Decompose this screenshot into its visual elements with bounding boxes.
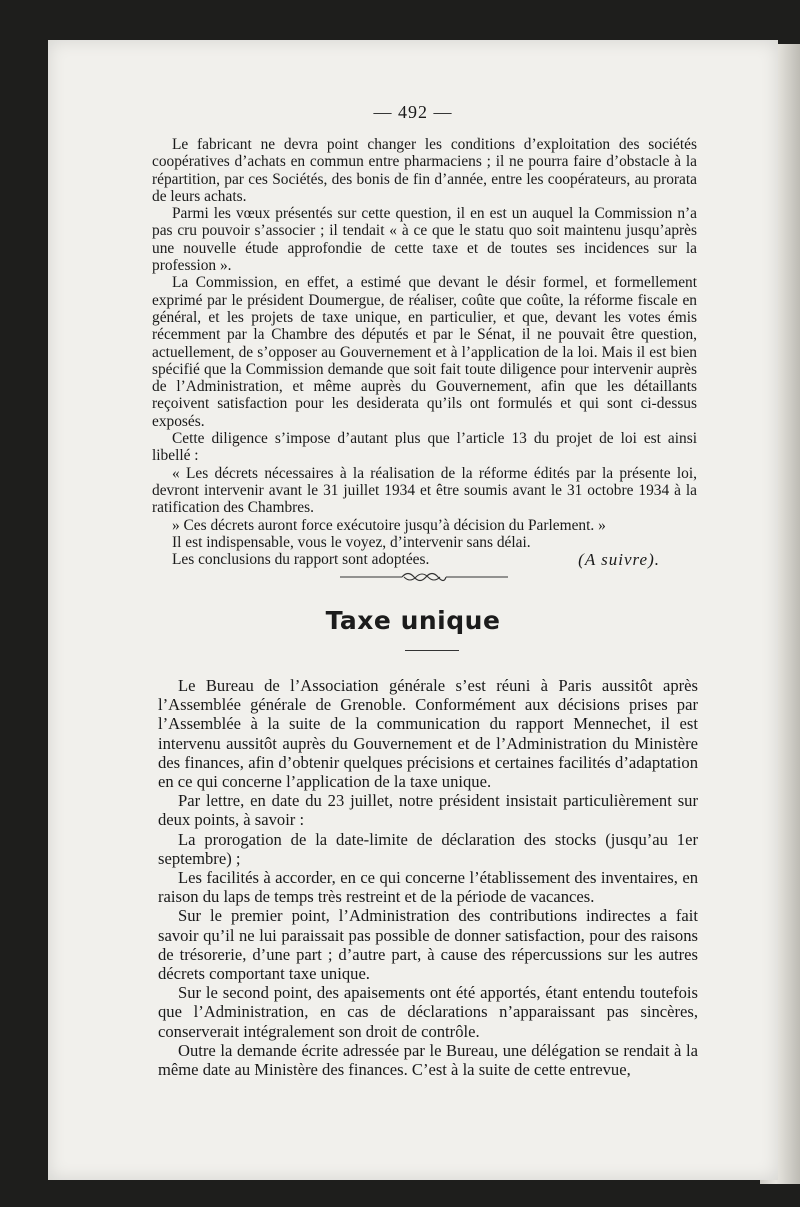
paragraph: Les facilités à accorder, en ce qui concerne l’établissement des inventaires, en raison du laps de temps très restreint et de la période de vacances. [158, 868, 698, 907]
ornament-divider [340, 567, 508, 587]
paragraph: Cette diligence s’impose d’autant plus que l’article 13 du projet de loi est ainsi libellé : [152, 430, 697, 465]
paragraph: Parmi les vœux présentés sur cette question, il en est un auquel la Commission n’a pas cru pouvoir s’associer ; il tendait « à ce que le statu quo soit maintenu jusqu’après une nouvelle étude approfondie de cette taxe et de toutes ses incidences sur la profession ». [152, 205, 697, 275]
paragraph-quote: » Ces décrets auront force exécutoire jusqu’à décision du Parlement. » [172, 516, 606, 534]
paragraph: Il est indispensable, vous le voyez, d’intervenir sans délai. [172, 533, 531, 551]
paragraph: Outre la demande écrite adressée par le Bureau, une délégation se rendait à la même date au Ministère des finances. C’est à la suite de cette entrevue, [158, 1040, 698, 1080]
paragraph: La Commission, en effet, a estimé que devant le désir formel, et formellement exprimé par le président Doumergue, de réaliser, coûte que coûte, la réforme fiscale en général, et les projets de taxe unique, en particulier, et que, devant les votes émis récemment par la Chambre des députés et par le Sénat, il ne pouvait être question, actuellement, de s’opposer au Gouvernement et à l’application de la loi. Mais il est bien spécifié que la Commission demande que soit fait toute diligence pour intervenir auprès de l’Administration, et même auprès du Gouvernement, afin que les détaillants reçoivent satisfaction pour les desiderata qu’ils ont formulés et qui sont ci-dessus exposés. [152, 274, 697, 430]
page-number: — 492 — [373, 102, 453, 122]
section-title: Taxe unique [325, 606, 501, 635]
document-page [48, 40, 778, 1180]
paragraph-quote: « Les décrets nécessaires à la réalisation de la réforme édités par la présente loi, devront intervenir avant le 31 juillet 1934 et être soumis avant le 31 octobre 1934 à la ratification des Chambres. [152, 464, 697, 517]
title-underline [405, 650, 459, 651]
paragraph: Les conclusions du rapport sont adoptées. [172, 551, 430, 569]
paragraph: Sur le second point, des apaisements ont été apportés, étant entendu toutefois que l’Administration, en cas de déclarations n’apparaissant pas sincères, conserverait intégralement son droit de contrôle. [158, 983, 698, 1041]
paragraph: Sur le premier point, l’Administration des contributions indirectes a fait savoir qu’il ne lui paraissait pas possible de donner satisfaction, pour des raisons de trésorerie, d’une part ; d’autre part, à cause des répercussions sur les autres décrets comportant taxe unique. [158, 906, 698, 984]
paragraph: Par lettre, en date du 23 juillet, notre président insistait particulièrement sur deux points, à savoir : [158, 791, 698, 830]
text-block-commission [152, 136, 697, 568]
paragraph: Le Bureau de l’Association générale s’est réuni à Paris aussitôt après l’Assemblée générale de Grenoble. Conformément aux décisions prises par l’Assemblée à la suite de la communication du rapport Mennechet, il est intervenu aussitôt auprès du Gouvernement et de l’Administration du Ministère des finances, afin d’obtenir quelques précisions et certaines facilités d’adaptation en ce qui concerne l’application de la taxe unique. [158, 676, 698, 792]
text-block-taxe-unique [158, 676, 698, 1079]
a-suivre-note: (A suivre). [578, 550, 660, 569]
paragraph: La prorogation de la date-limite de déclaration des stocks (jusqu’au 1er septembre) ; [158, 829, 698, 868]
paragraph: Le fabricant ne devra point changer les conditions d’exploitation des sociétés coopératives d’achats en commun entre pharmaciens ; il ne pourra faire d’obstacle à la répartition, par ces Sociétés, des bonis de fin d’année, entre les coopérateurs, au prorata de leurs achats. [152, 136, 697, 205]
